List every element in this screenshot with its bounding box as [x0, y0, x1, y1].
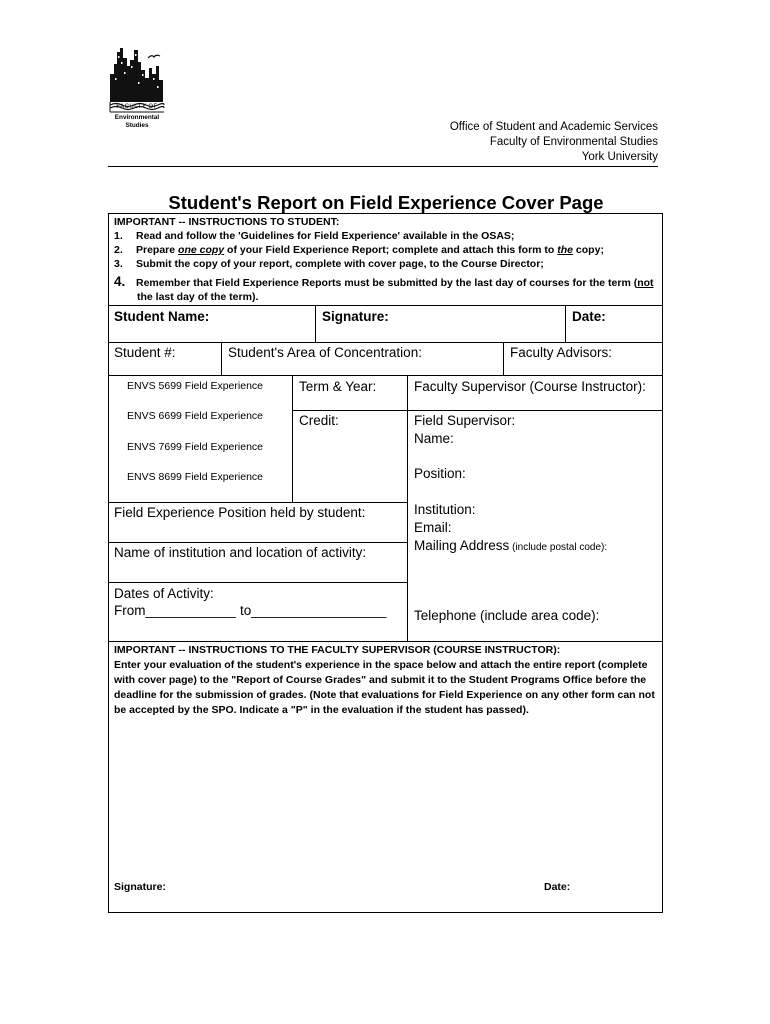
instruction-item-1	[114, 230, 514, 243]
row-divider	[108, 305, 663, 306]
telephone-label: Telephone (include area code):	[414, 608, 600, 623]
faculty-advisors-label: Faculty Advisors:	[510, 345, 613, 360]
faculty-supervisor-label: Faculty Supervisor (Course Instructor):	[414, 379, 646, 394]
row-divider	[108, 641, 663, 642]
course-option: ENVS 8699 Field Experience	[127, 471, 263, 483]
item-emphasis: the	[557, 244, 574, 256]
supervisor-date-label: Date:	[544, 881, 571, 893]
supervisor-signature-label: Signature:	[114, 881, 166, 893]
date-label: Date:	[572, 309, 606, 324]
student-name-label: Student Name:	[114, 309, 210, 324]
field-supervisor-name-label: Name:	[414, 431, 454, 446]
item-text: Remember that Field Experience Reports must be submitted by the last day of courses for the term (	[136, 277, 638, 289]
row-divider	[108, 542, 407, 543]
instruction-item-4	[114, 274, 654, 290]
logo-text-studies: Studies	[125, 122, 149, 129]
item-text: copy;	[573, 244, 604, 256]
course-option: ENVS 7699 Field Experience	[127, 441, 263, 453]
student-instructions-heading: IMPORTANT -- INSTRUCTIONS TO STUDENT:	[114, 216, 340, 228]
mailing-address-label	[414, 538, 607, 554]
dates-of-activity-label: Dates of Activity:	[114, 586, 214, 601]
date-to-field: to__________________	[240, 603, 387, 618]
instruction-item-2	[114, 244, 604, 257]
header-divider	[108, 166, 658, 167]
institution-location-label: Name of institution and location of activity:	[114, 545, 367, 560]
instruction-item-4-continued: the last day of the term).	[137, 291, 259, 303]
item-number: 4.	[114, 274, 126, 289]
item-number: 2.	[114, 244, 123, 256]
item-emphasis: one copy	[178, 244, 225, 256]
column-divider	[221, 342, 222, 375]
item-text: Read and follow the 'Guidelines for Field Experience' available in the OSAS;	[136, 230, 515, 242]
supervisor-instructions-line: be accepted by the SPO. Indicate a "P" in the evaluation if the student has passed).	[114, 704, 529, 716]
student-number-label: Student #:	[114, 345, 176, 360]
mailing-address-text: Mailing Address	[414, 538, 510, 553]
column-divider	[407, 375, 408, 641]
item-number: 1.	[114, 230, 123, 242]
row-divider	[108, 342, 663, 343]
page-title: Student's Report on Field Experience Cover Page	[168, 192, 604, 213]
supervisor-instructions-line: Enter your evaluation of the student's experience in the space below and attach the entire report (complete	[114, 659, 648, 671]
column-divider	[315, 305, 316, 342]
column-divider	[565, 305, 566, 342]
logo-text-faculty-of: FACULTY OF	[116, 104, 158, 110]
item-text: of your Field Experience Report; complete and attach this form to	[224, 244, 558, 256]
column-divider	[503, 342, 504, 375]
row-divider	[108, 502, 407, 503]
item-text: Submit the copy of your report, complete with cover page, to the Course Director;	[136, 258, 544, 270]
date-from-field: From____________	[114, 603, 236, 618]
instruction-item-3	[114, 258, 544, 271]
course-option: ENVS 6699 Field Experience	[127, 410, 263, 422]
course-option: ENVS 5699 Field Experience	[127, 380, 263, 392]
item-emphasis: not	[637, 277, 654, 289]
position-held-label: Field Experience Position held by student:	[114, 505, 366, 520]
field-supervisor-label: Field Supervisor:	[414, 413, 516, 428]
office-line-3: York University	[581, 151, 658, 163]
item-number: 3.	[114, 258, 123, 270]
supervisor-instructions-line: deadline for the submission of grades. (Note that evaluations for Field Experience on any other form can not	[114, 689, 655, 701]
signature-label: Signature:	[322, 309, 389, 324]
column-divider	[292, 375, 293, 503]
position-label: Position:	[414, 466, 466, 481]
office-line-1: Office of Student and Academic Services	[449, 121, 658, 133]
email-label: Email:	[414, 520, 452, 535]
term-year-label: Term & Year:	[299, 379, 377, 394]
supervisor-instructions-line: with cover page) to the "Report of Course Grades" and submit it to the Student Programs Office before the	[114, 674, 647, 686]
credit-label: Credit:	[299, 413, 339, 428]
mailing-address-note: (include postal code):	[509, 542, 608, 553]
supervisor-instructions-heading: IMPORTANT -- INSTRUCTIONS TO THE FACULTY SUPERVISOR (COURSE INSTRUCTOR):	[114, 644, 561, 656]
area-of-concentration-label: Student's Area of Concentration:	[228, 345, 422, 360]
logo-text-environmental: Environmental	[114, 114, 160, 121]
row-divider	[292, 410, 663, 411]
item-text: Prepare	[136, 244, 179, 256]
row-divider	[108, 375, 663, 376]
institution-label: Institution:	[414, 502, 476, 517]
office-line-2: Faculty of Environmental Studies	[489, 136, 658, 148]
row-divider	[108, 582, 407, 583]
